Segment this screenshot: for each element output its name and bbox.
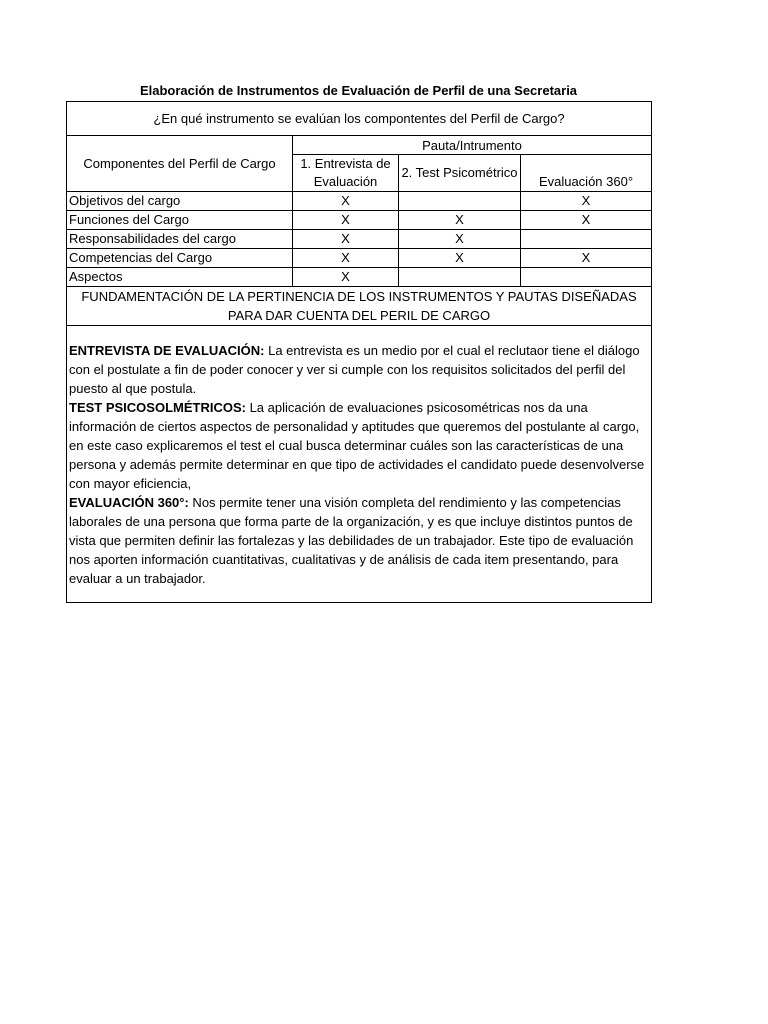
instrument-header-360: Evaluación 360°: [521, 155, 652, 192]
mark-cell: X: [293, 192, 399, 211]
components-header: Componentes del Perfil de Cargo: [67, 136, 293, 192]
fundamentation-row: [67, 287, 652, 326]
row-label: Responsabilidades del cargo: [67, 230, 293, 249]
mark-cell: X: [521, 249, 652, 268]
mark-cell: [521, 268, 652, 287]
table-row: [67, 230, 652, 249]
row-label: Objetivos del cargo: [67, 192, 293, 211]
mark-cell: X: [399, 211, 521, 230]
header-row-group: [67, 136, 652, 155]
mark-cell: X: [293, 211, 399, 230]
row-label: Competencias del Cargo: [67, 249, 293, 268]
mark-cell: X: [293, 249, 399, 268]
document-title: Elaboración de Instrumentos de Evaluación de Perfil de una Secretaria: [139, 83, 578, 98]
table-row: [67, 268, 652, 287]
mark-cell: [399, 268, 521, 287]
evaluation-table: [66, 101, 652, 603]
table-row: [67, 192, 652, 211]
question-cell: ¿En qué instrumento se evalúan los compontentes del Perfil de Cargo?: [67, 102, 652, 136]
question-row: [67, 102, 652, 136]
row-label: Funciones del Cargo: [67, 211, 293, 230]
instrument-header-test: 2. Test Psicométrico: [399, 155, 521, 192]
mark-cell: X: [293, 230, 399, 249]
fundamentation-header: FUNDAMENTACIÓN DE LA PERTINENCIA DE LOS INSTRUMENTOS Y PAUTAS DISEÑADAS PARA DAR CUENTA DEL PERIL DE CARGO: [67, 287, 652, 326]
section-360: [69, 493, 649, 588]
instrument-group-header: Pauta/Intrumento: [293, 136, 652, 155]
mark-cell: X: [521, 211, 652, 230]
explanation-cell: [67, 326, 652, 603]
mark-cell: [521, 230, 652, 249]
section-heading: TEST PSICOSOLMÉTRICOS:: [69, 399, 246, 415]
mark-cell: [399, 192, 521, 211]
explanation-row: [67, 326, 652, 603]
section-heading: EVALUACIÓN 360°:: [69, 494, 189, 510]
mark-cell: X: [293, 268, 399, 287]
section-text: La aplicación de evaluaciones psicosométricas nos da una información de ciertos aspectos de personalidad y aptitudes que queremos del postulante al cargo, en este caso explicaremos el test el cual busca determinar cuáles son las características de una persona y además permite determinar en que tipo de actividades el candidato puede desenvolverse con mayor eficiencia,: [69, 399, 645, 491]
section-text: Nos permite tener una visión completa del rendimiento y las competencias laborales de una persona que forma parte de la organización, y es que incluye distintos puntos de vista que permiten definir las fortalezas y las debilidades de un trabajador. Este tipo de evaluación nos aporten información cuantitativas, cualitativas y de análisis de cada item presentando, para evaluar a un trabajador.: [69, 494, 634, 586]
section-interview: [69, 341, 649, 398]
section-test: [69, 398, 649, 493]
mark-cell: X: [399, 249, 521, 268]
section-text: La entrevista es un medio por el cual el reclutaor tiene el diálogo con el postulate a fin de poder conocer y ver si cumple con los requisitos solicitados del perfil del puesto al que postula.: [69, 342, 640, 396]
mark-cell: X: [399, 230, 521, 249]
section-heading: ENTREVISTA DE EVALUACIÓN:: [69, 342, 265, 358]
table-row: [67, 211, 652, 230]
instrument-header-interview: 1. Entrevista de Evaluación: [293, 155, 399, 192]
mark-cell: X: [521, 192, 652, 211]
row-label: Aspectos: [67, 268, 293, 287]
table-row: [67, 249, 652, 268]
